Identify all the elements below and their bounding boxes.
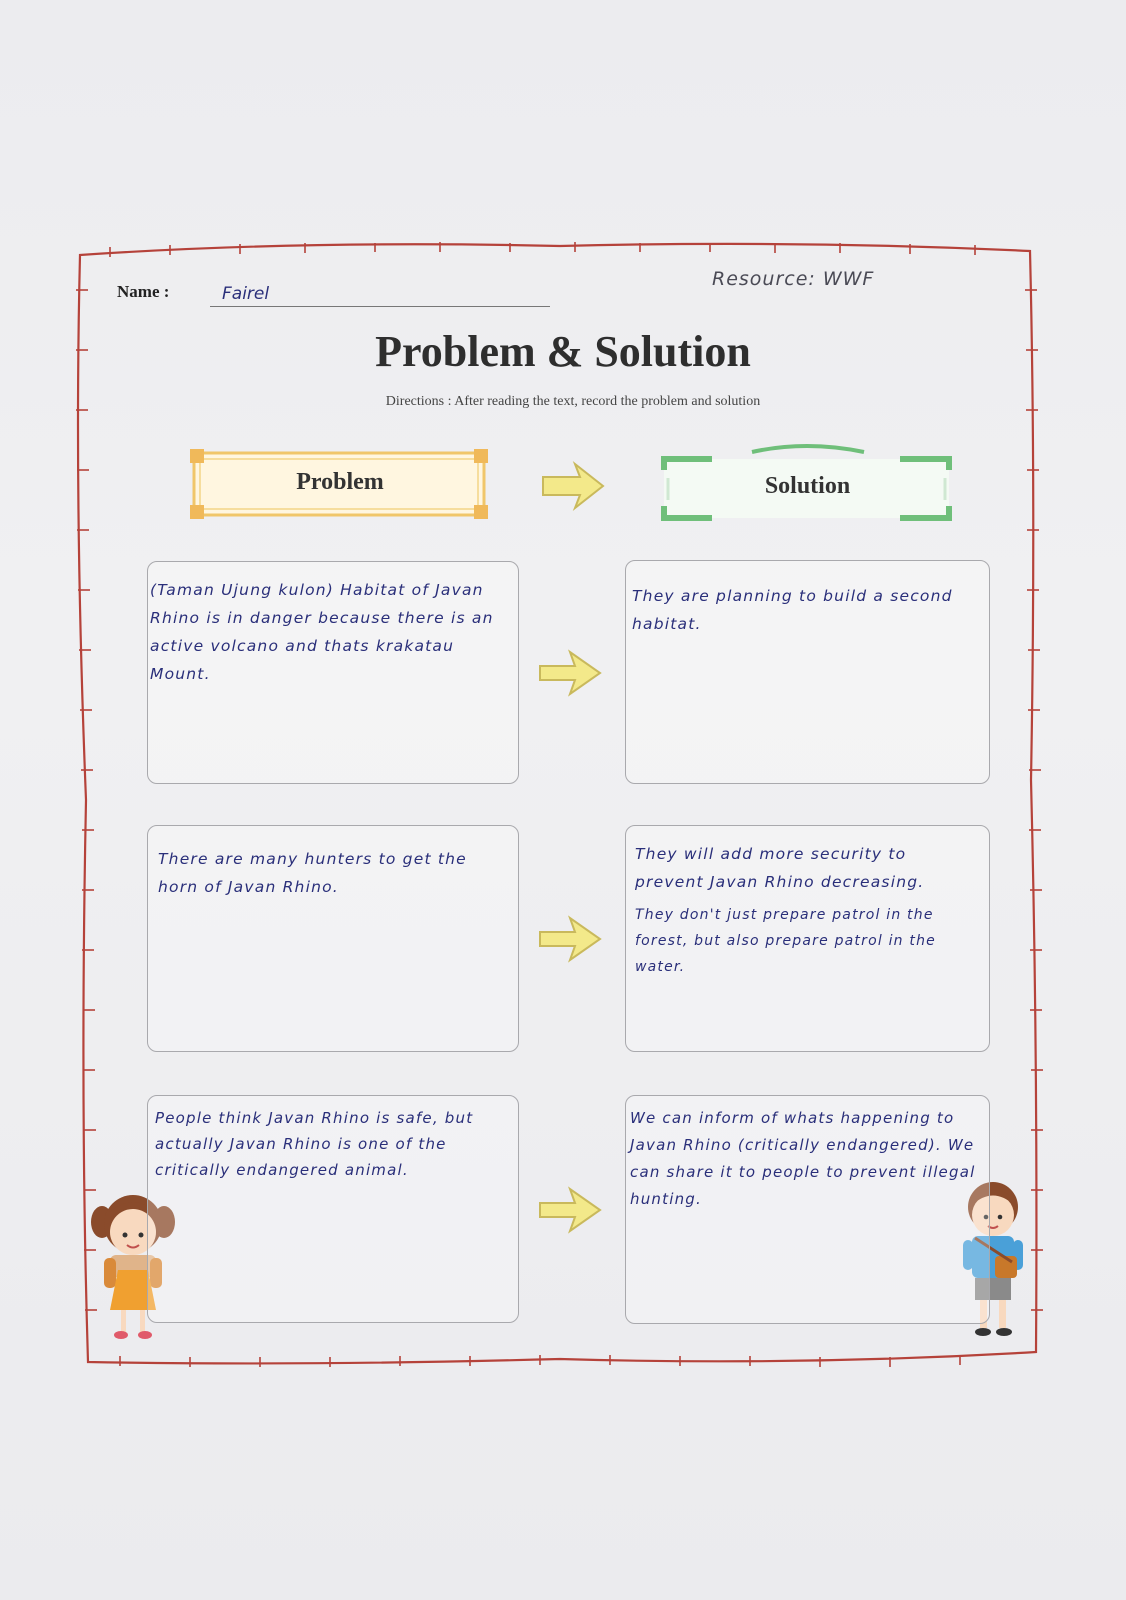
solution-header: Solution: [764, 473, 851, 499]
page-title: Problem & Solution: [375, 327, 751, 376]
name-underline: [210, 306, 550, 307]
right-arrow-icon: [540, 652, 600, 694]
solution-answer-3: [630, 1105, 982, 1219]
problem-answer-3: People think Javan Rhino is safe, but actually Javan Rhino is one of the critically endangered animal.: [155, 1109, 474, 1179]
directions-text: Directions : After reading the text, record the problem and solution: [385, 394, 761, 409]
problem-answer-2: There are many hunters to get the horn of Javan Rhino.: [158, 850, 467, 896]
solution-1-line: They are planning to build a second habitat.: [632, 587, 953, 633]
right-arrow-icon: [540, 1189, 600, 1231]
solution-3-line: We can inform of whats happening to Javan Rhino (critically endangered). We can share it to people to prevent illegal hunting.: [630, 1109, 976, 1208]
solution-answer-2: [635, 840, 980, 986]
problem-header: Problem: [296, 469, 384, 495]
solution-2-line-1: They will add more security to prevent Javan Rhino decreasing.: [635, 845, 925, 891]
right-arrow-icon: [540, 918, 600, 960]
resource-note: Resource: WWF: [712, 268, 875, 290]
solution-answer-1: [632, 582, 982, 644]
name-label: Name :: [117, 282, 170, 301]
right-arrow-icon: [543, 464, 603, 508]
solution-2-line-2: They don't just prepare patrol in the forest, but also prepare patrol in the water.: [635, 907, 936, 975]
name-value: Fairel: [222, 284, 270, 304]
problem-answer-1: (Taman Ujung kulon) Habitat of Javan Rhino is in danger because there is an active volcano and thats krakatau Mount.: [150, 581, 494, 683]
